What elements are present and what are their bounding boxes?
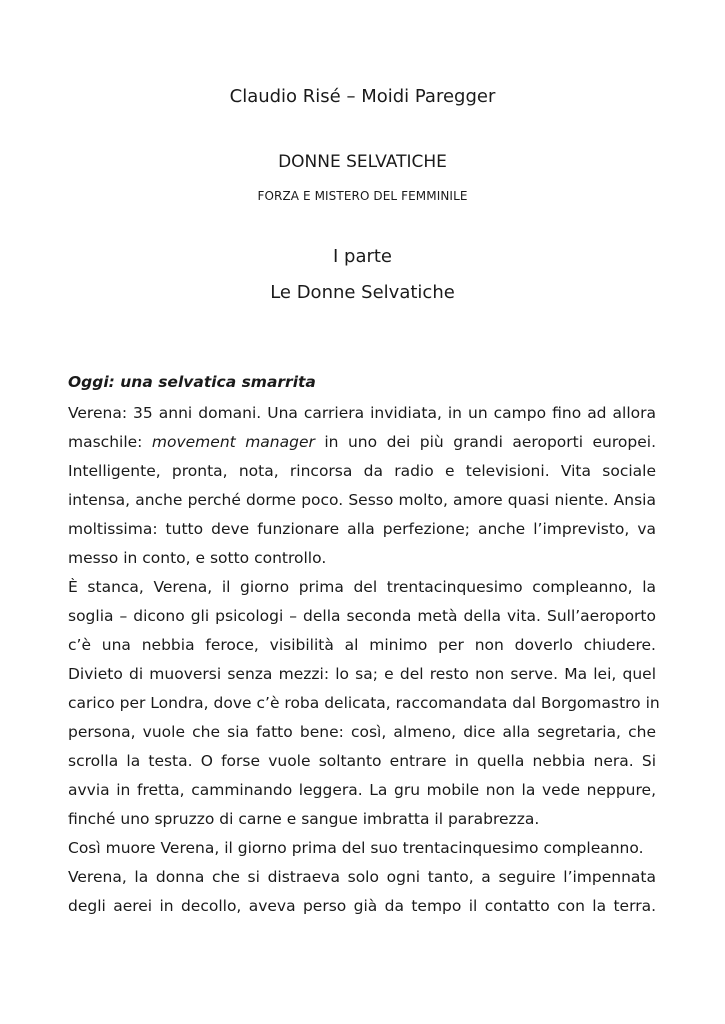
emphasized-text: movement manager bbox=[151, 433, 315, 451]
text-segment: finché uno spruzzo di carne e sangue imbratta il parabrezza. bbox=[68, 810, 540, 828]
text-line bbox=[68, 457, 656, 486]
text-line bbox=[68, 486, 656, 515]
text-segment: scrolla la testa. O forse vuole soltanto entrare in quella nebbia nera. Si bbox=[68, 752, 656, 770]
text-line bbox=[68, 544, 656, 573]
text-segment: maschile: bbox=[68, 433, 152, 451]
authors: Claudio Risé – Moidi Paregger bbox=[229, 86, 496, 107]
text-segment: moltissima: tutto deve funzionare alla perfezione; anche l’imprevisto, va bbox=[68, 520, 656, 538]
text-line bbox=[68, 428, 656, 457]
text-line bbox=[68, 573, 656, 602]
section-heading: Oggi: una selvatica smarrita bbox=[68, 373, 316, 391]
text-line bbox=[68, 602, 656, 631]
text-line bbox=[68, 631, 656, 660]
text-line bbox=[68, 515, 656, 544]
text-segment: È stanca, Verena, il giorno prima del trentacinquesimo compleanno, la bbox=[68, 578, 656, 596]
text-segment: persona, vuole che sia fatto bene: così, almeno, dice alla segretaria, che bbox=[68, 723, 656, 741]
text-line bbox=[68, 660, 656, 689]
text-segment: Verena, la donna che si distraeva solo ogni tanto, a seguire l’impennata bbox=[68, 868, 656, 886]
text-segment: in uno dei più grandi aeroporti europei. bbox=[314, 433, 656, 451]
text-segment: Divieto di muoversi senza mezzi: lo sa; e del resto non serve. Ma lei, quel bbox=[68, 665, 656, 683]
text-segment: Verena: 35 anni domani. Una carriera invidiata, in un campo fino ad allora bbox=[68, 404, 656, 422]
text-segment: carico per Londra, dove c’è roba delicata, raccomandata dal Borgomastro in bbox=[68, 694, 660, 712]
part-number: I parte bbox=[332, 246, 393, 267]
text-segment: degli aerei in decollo, aveva perso già da tempo il contatto con la terra. bbox=[68, 897, 656, 915]
text-segment: soglia – dicono gli psicologi – della seconda metà della vita. Sull’aeroporto bbox=[68, 607, 656, 625]
book-title: DONNE SELVATICHE bbox=[278, 152, 447, 172]
book-subtitle: FORZA E MISTERO DEL FEMMINILE bbox=[257, 189, 468, 203]
text-line bbox=[68, 834, 656, 863]
text-line bbox=[68, 892, 656, 921]
text-line bbox=[68, 718, 656, 747]
text-segment: messo in conto, e sotto controllo. bbox=[68, 549, 327, 567]
text-line bbox=[68, 776, 656, 805]
text-line bbox=[68, 399, 656, 428]
text-segment: avvia in fretta, camminando leggera. La gru mobile non la vede neppure, bbox=[68, 781, 656, 799]
text-segment: Così muore Verena, il giorno prima del suo trentacinquesimo compleanno. bbox=[68, 839, 644, 857]
body-text bbox=[68, 399, 660, 921]
text-segment: intensa, anche perché dorme poco. Sesso molto, amore quasi niente. Ansia bbox=[68, 491, 656, 509]
text-segment: Intelligente, pronta, nota, rincorsa da radio e televisioni. Vita sociale bbox=[68, 462, 656, 480]
text-line bbox=[68, 689, 660, 718]
text-line bbox=[68, 747, 656, 776]
part-title: Le Donne Selvatiche bbox=[270, 282, 455, 303]
text-line bbox=[68, 863, 656, 892]
text-line bbox=[68, 805, 656, 834]
text-segment: c’è una nebbia feroce, visibilità al minimo per non doverlo chiudere. bbox=[68, 636, 656, 654]
